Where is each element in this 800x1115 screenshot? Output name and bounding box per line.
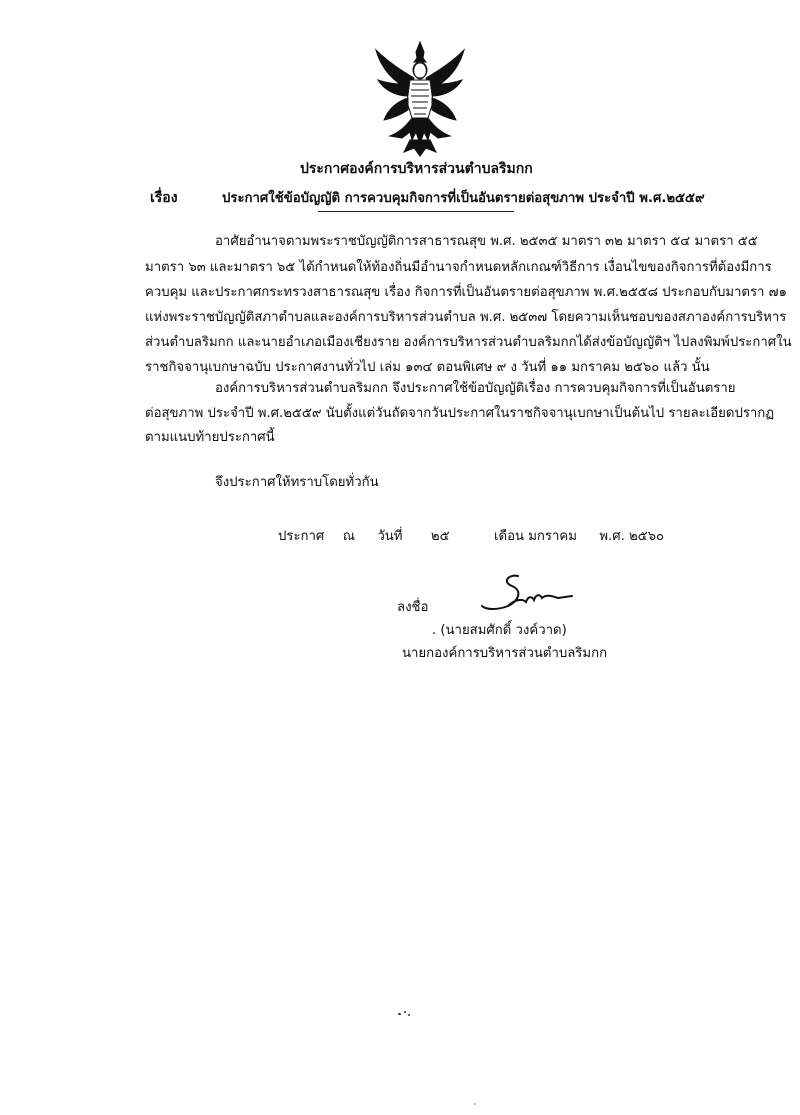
scan-speck (404, 1011, 406, 1013)
body-line: ควบคุม และประกาศกระทรวงสาธารณสุข เรื่อง กิจการที่เป็นอันตรายต่อสุขภาพ พ.ศ.๒๕๕๘ ประกอบกับมาตรา ๗๑ (145, 285, 787, 300)
subject-text: ประกาศใช้ข้อบัญญัติ การควบคุมกิจการที่เป็นอันตรายต่อสุขภาพ ประจำปี พ.ศ.๒๕๕๙ (222, 191, 705, 206)
body-line: ต่อสุขภาพ ประจำปี พ.ศ.๒๕๕๙ นับตั้งแต่วันถัดจากวันประกาศในราชกิจจานุเบกษาเป็นต้นไป รายละเอียดปรากฏ (145, 406, 775, 421)
body-line: มาตรา ๖๓ และมาตรา ๖๕ ได้กำหนดให้ท้องถิ่นมีอำนาจกำหนดหลักเกณฑ์วิธีการ เงื่อนไขของกิจการที่ต้องมีการ (145, 260, 772, 275)
scan-speck (474, 1103, 476, 1105)
subject-label: เรื่อง (150, 190, 178, 206)
title-divider (318, 211, 514, 212)
subject-row (150, 187, 770, 209)
body-line: อาศัยอำนาจตามพระราชบัญญัติการสาธารณสุข พ.ศ. ๒๕๓๕ มาตรา ๓๒ มาตรา ๕๔ มาตรา ๕๕ (215, 234, 758, 249)
date-day: ๒๕ (430, 529, 450, 544)
announcement-title: ประกาศองค์การบริหารส่วนตำบลริมกก (300, 161, 533, 177)
sign-label: ลงชื่อ (397, 600, 429, 615)
date-month: มกราคม (528, 529, 577, 544)
signer-name: . (นายสมศักดิ์ วงค์วาด) (432, 623, 567, 638)
scan-speck (408, 1014, 410, 1016)
signer-position: นายกองค์การบริหารส่วนตำบลริมกก (402, 646, 608, 661)
body-line: องค์การบริหารส่วนตำบลริมกก จึงประกาศใช้ข้อบัญญัติเรื่อง การควบคุมกิจการที่เป็นอันตราย (215, 381, 736, 396)
body-line: แห่งพระราชบัญญัติสภาตำบลและองค์การบริหารส่วนตำบล พ.ศ. ๒๕๓๗ โดยความเห็นชอบของสภาองค์การบริหาร (145, 310, 787, 325)
date-at-label: ณ (342, 529, 355, 544)
handwritten-signature-icon (478, 570, 578, 620)
body-line: ตามแนบท้ายประกาศนี้ (145, 430, 275, 445)
date-announce-label: ประกาศ (278, 529, 325, 544)
date-year: ๒๕๖๐ (628, 529, 665, 544)
closing-line: จึงประกาศให้ทราบโดยทั่วกัน (215, 475, 379, 490)
date-day-label: วันที่ (377, 529, 403, 544)
date-year-label: พ.ศ. (599, 529, 625, 544)
garuda-emblem-icon (370, 40, 470, 158)
announcement-date (278, 525, 664, 546)
scan-speck (398, 1013, 401, 1015)
body-line: ราชกิจจานุเบกษาฉบับ ประกาศงานทั่วไป เล่ม ๑๓๔ ตอนพิเศษ ๙ ง วันที่ ๑๑ มกราคม ๒๕๖๐ แล้ว นั้น (145, 360, 710, 375)
date-month-label: เดือน (494, 529, 525, 544)
body-line: ส่วนตำบลริมกก และนายอำเภอเมืองเชียงราย องค์การบริหารส่วนตำบลริมกกได้ส่งข้อบัญญัติฯ ไปลงพิมพ์ประกาศใน (145, 335, 792, 350)
